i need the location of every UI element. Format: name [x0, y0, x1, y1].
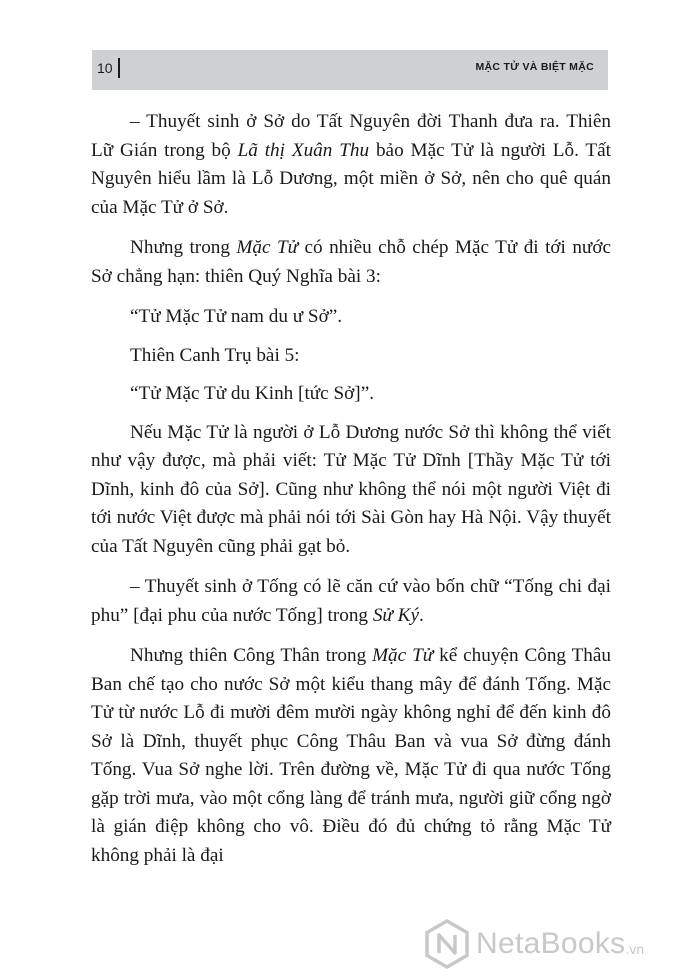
paragraph — [91, 342, 611, 371]
text-run: có nhiều chỗ chép Mặc Tử đi tới nước Sở chẳng hạn: thiên Quý Nghĩa bài 3: — [91, 237, 611, 287]
paragraph — [91, 573, 611, 630]
text-run: Nếu Mặc Tử là người ở Lỗ Dương nước Sở thì không thể viết như vậy được, mà phải viết: Tử Mặc Tử Dĩnh [Thầy Mặc Tử tới Dĩnh, kinh đô của Sở]. Cũng như không thể nói một người Việt đi tới nước Việt được mà phải nói tới Sài Gòn hay Hà Nội. Vậy thuyết của Tất Nguyên cũng phải gạt bỏ. — [91, 421, 611, 557]
paragraph — [91, 234, 611, 291]
italic-text: Lã thị Xuân Thu — [237, 139, 370, 161]
paragraph — [91, 419, 611, 562]
watermark-brand: NetaBooks — [476, 927, 626, 960]
netabooks-logo-icon — [424, 919, 470, 969]
text-run: – Thuyết sinh ở Sở do Tất Nguyên đời Thanh đưa ra. Thiên Lữ Gián trong bộ — [91, 111, 611, 161]
paragraph — [91, 108, 611, 222]
text-run: . — [419, 604, 424, 626]
text-run: “Tử Mặc Tử du Kinh [tức Sở]”. — [130, 383, 375, 404]
paragraph — [91, 642, 611, 870]
page-number: 10 — [97, 60, 113, 76]
body-text — [91, 108, 611, 882]
italic-text: Mặc Tử — [236, 237, 299, 258]
text-run: Nhưng trong — [130, 237, 237, 258]
text-run: kể chuyện Công Thâu Ban chế tạo cho nước Sở một kiểu thang mây để đánh Tống. Mặc Tử từ nước Lỗ đi mười đêm mười ngày không nghỉ để đến kinh đô Sở là Dĩnh, thuyết phục Công Thâu Ban và vua Sở đừng đánh Tống. Vua Sở nghe lời. Trên đường về, Mặc Tử đi qua nước Tống gặp trời mưa, vào một cổng làng để tránh mưa, người giữ cổng ngờ là gián điệp không cho vô. Điều đó đủ chứng tỏ rằng Mặc Tử không phải là đại — [91, 645, 611, 866]
running-title: MẶC TỬ VÀ BIỆT MẶC — [475, 61, 594, 73]
text-run: – Thuyết sinh ở Tống có lẽ căn cứ vào bốn chữ “Tống chi đại phu” [đại phu của nước Tống] trong — [91, 576, 611, 626]
watermark — [424, 918, 644, 970]
text-run: Thiên Canh Trụ bài 5: — [130, 344, 300, 366]
paragraph — [91, 380, 611, 409]
watermark-suffix: .vn — [625, 941, 645, 957]
italic-text: Mặc Tử — [372, 645, 434, 666]
paragraph — [91, 303, 611, 332]
header-separator — [118, 58, 120, 78]
text-run: Nhưng thiên Công Thân trong — [130, 645, 373, 666]
italic-text: Sử Ký — [372, 604, 419, 626]
text-run: bảo Mặc Tử là người Lỗ. Tất Nguyên hiểu lầm là Lỗ Dương, một miền ở Sở, nên cho quê quán của Mặc Tử ở Sở. — [91, 139, 611, 218]
text-run: “Tử Mặc Tử nam du ư Sở”. — [130, 306, 343, 327]
